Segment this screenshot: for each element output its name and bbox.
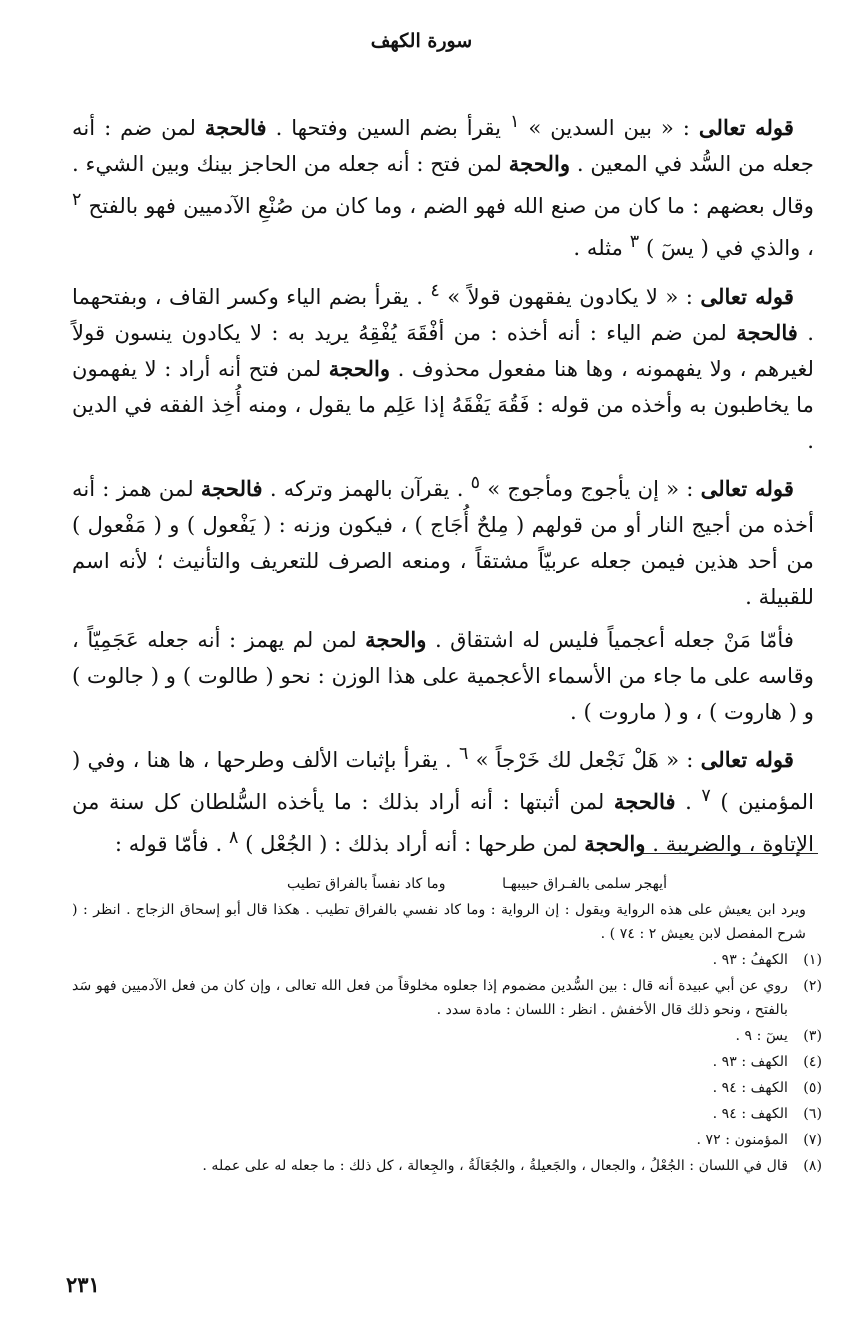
footnote-ref: ٢ <box>72 190 82 211</box>
verse-hemistich-second: وما كاد نفساً بالفراق تطيب <box>286 876 446 892</box>
footnotes <box>72 872 822 1178</box>
paragraph-5 <box>72 736 814 862</box>
page-number: ٢٣١ <box>66 1272 100 1297</box>
argument-keyword: والحجة <box>328 355 391 381</box>
text-run: لمن فتح أنه أراد : لا يفهمون ما يخاطبون به وأخذه من قوله : فَقُهَ يَفْقَهُ إذا عَلِم ما يقول ، ومنه أُخِذ الفقه في الدين . <box>72 355 814 453</box>
text-run: : « إن يأجوج ومأجوج » <box>480 476 701 502</box>
paragraph-1 <box>72 104 814 267</box>
footnote-ref: ٣ <box>629 232 640 253</box>
footnote-number: (٥) <box>803 1080 822 1096</box>
text-run: مثله . <box>573 235 630 261</box>
text-run: لمن ضم : أنه جعله من السُّد في المعين . <box>72 115 814 177</box>
paragraph-3 <box>72 465 814 615</box>
text-run: لمن فتح : أنه جعله من الحاجز بينك وبين الشيء . وقال بعضهم : ما كان من صنع الله فهو الضم ، وما كان من صُنْعِ الآدميين فهو بالفتح <box>72 151 814 219</box>
text-run: لمن ضم الياء : أنه أخذه : من أفْقَهَ يُفْقِهُ يريد به : لا يكادون ينسون قولاً لغيرهم ، ولا يفهمونه ، وها هنا مفعول محذوف . <box>72 319 814 381</box>
text-run: . يقرأ بإثبات الألف وطرحها ، ها هنا ، وفي ( المؤمنين ) <box>72 746 814 815</box>
main-text <box>72 104 814 864</box>
footnote-number: (٧) <box>803 1132 822 1148</box>
text-run: لمن همز : أنه أخذه من أجيج النار أو من قولهم ( مِلحٌ أُجَاج ) ، فيكون وزنه : ( يَفْعول ) و ( مَفْعول ) من أحد هذين فيمن جعله عربيّاً مشتقاً ، ومنعه الصرف للتعريف والتأنيث ؛ لأنه اسم للقبيلة . <box>72 476 814 610</box>
paragraph-4 <box>72 622 814 730</box>
footnote-text: الكهف : ٩٣ . <box>712 1054 788 1070</box>
text-run: . يقرأ بضم الياء وكسر القاف ، وبفتحهما . <box>72 283 814 345</box>
paragraph-2 <box>72 273 814 460</box>
argument-keyword: فالحجة <box>736 319 798 345</box>
text-run: : « لا يكادون يفقهون قولاً » <box>439 283 701 309</box>
text-run: : « هَلْ نَجْعل لك خَرْجاً » <box>468 746 701 772</box>
running-header: سورة الكهف <box>370 30 473 52</box>
footnote-item <box>72 948 822 972</box>
footnote-item <box>72 1128 822 1152</box>
poetry-verse <box>72 872 822 896</box>
footnote-number: (٢) <box>803 978 822 994</box>
text-run: . <box>675 789 702 815</box>
text-run: لمن طرحها : أنه أراد بذلك : ( الجُعْل ) <box>238 831 585 857</box>
footnote-ref: ٦ <box>458 743 469 764</box>
footnote-item <box>72 1154 822 1178</box>
argument-keyword: فالحجة <box>200 476 263 502</box>
footnote-text: المؤمنون : ٧٢ . <box>696 1132 788 1148</box>
footnote-text: الكهفُ : ٩٣ . <box>712 952 788 968</box>
footnote-number: (٣) <box>803 1028 822 1044</box>
text-run: . يقرآن بالهمز وتركه . <box>262 476 471 502</box>
text-run: فأمّا مَنْ جعله أعجمياً فليس له اشتقاق . <box>426 626 794 652</box>
text-run: لمن أثبتها : أنه أراد بذلك : ما يأخذه السُّلطان كل سنة من الإتاوة ، والضريبة . <box>72 789 814 857</box>
text-run: يقرأ بضم السين وفتحها . <box>266 115 510 141</box>
footnote-ref: ٥ <box>470 473 481 494</box>
verse-intro: قوله تعالى <box>700 283 794 309</box>
footnote-ref: ١ <box>509 112 520 132</box>
footnote-separator <box>640 853 818 854</box>
argument-keyword: فالحجة <box>613 789 676 815</box>
footnote-ref: ٨ <box>228 828 239 849</box>
footnote-number: (٨) <box>803 1158 822 1174</box>
verse-hemistich-first: أيهجر سلمى بالفـراق حبيبهـا <box>502 876 668 892</box>
verse-intro: قوله تعالى <box>700 746 794 772</box>
verse-intro: قوله تعالى <box>698 115 794 141</box>
footnote-text: الكهف : ٩٤ . <box>712 1080 788 1096</box>
text-run: لمن لم يهمز : أنه جعله عَجَمِيّاً ، وقاسه على ما جاء من الأسماء الأعجمية على هذا الوزن : نحو ( طالوت ) و ( جالوت ) و ( هاروت ) ، و ( ماروت ) . <box>72 626 814 724</box>
footnote-ref: ٧ <box>701 785 711 806</box>
argument-keyword: فالحجة <box>204 115 267 141</box>
text-run: . فأمّا قوله : <box>114 831 229 857</box>
footnote-continuation: ويرد ابن يعيش على هذه الرواية ويقول : إن الرواية : وما كاد نفسي بالفراق تطيب . هكذا قال أبو إسحاق الزجاج . انظر : ( شرح المفصل لابن يعيش ٢ : ٧٤ ) . <box>72 902 806 942</box>
verse-intro: قوله تعالى <box>700 476 794 502</box>
argument-keyword: والحجة <box>508 151 571 177</box>
footnote-item <box>72 1024 822 1048</box>
footnote-number: (١) <box>803 952 822 968</box>
footnote-text: يسٓ : ٩ . <box>735 1028 788 1044</box>
footnote-number: (٤) <box>803 1054 822 1070</box>
footnote-item <box>72 1076 822 1100</box>
text-run: ، والذي في ( يسٓ ) <box>639 235 814 261</box>
footnote-text: الكهف : ٩٤ . <box>712 1106 788 1122</box>
footnote-text: قال في اللسان : الجُعْلُ ، والجعال ، والجَعيلةُ ، والجُعَالَةُ ، والجِعالة ، كل ذلك : ما جعله له على عمله . <box>202 1158 788 1174</box>
argument-keyword: والحجة <box>584 831 646 857</box>
text-run: : « بين السدين » <box>519 115 699 141</box>
footnote-item <box>72 1102 822 1126</box>
footnote-item <box>72 1050 822 1074</box>
footnote-item <box>72 974 822 1022</box>
footnote-ref: ٤ <box>430 280 440 301</box>
argument-keyword: والحجة <box>365 626 427 652</box>
footnote-number: (٦) <box>803 1106 822 1122</box>
footnote-text: روي عن أبي عبيدة أنه قال : بين السُّدين مضموم إذا جعلوه مخلوقاً من فعل الله تعالى ، وإن كان من فعل الآدميين فهو سَد بالفتح ، ونحو ذلك قال الأخفش . انظر : اللسان : مادة سدد . <box>72 978 788 1018</box>
